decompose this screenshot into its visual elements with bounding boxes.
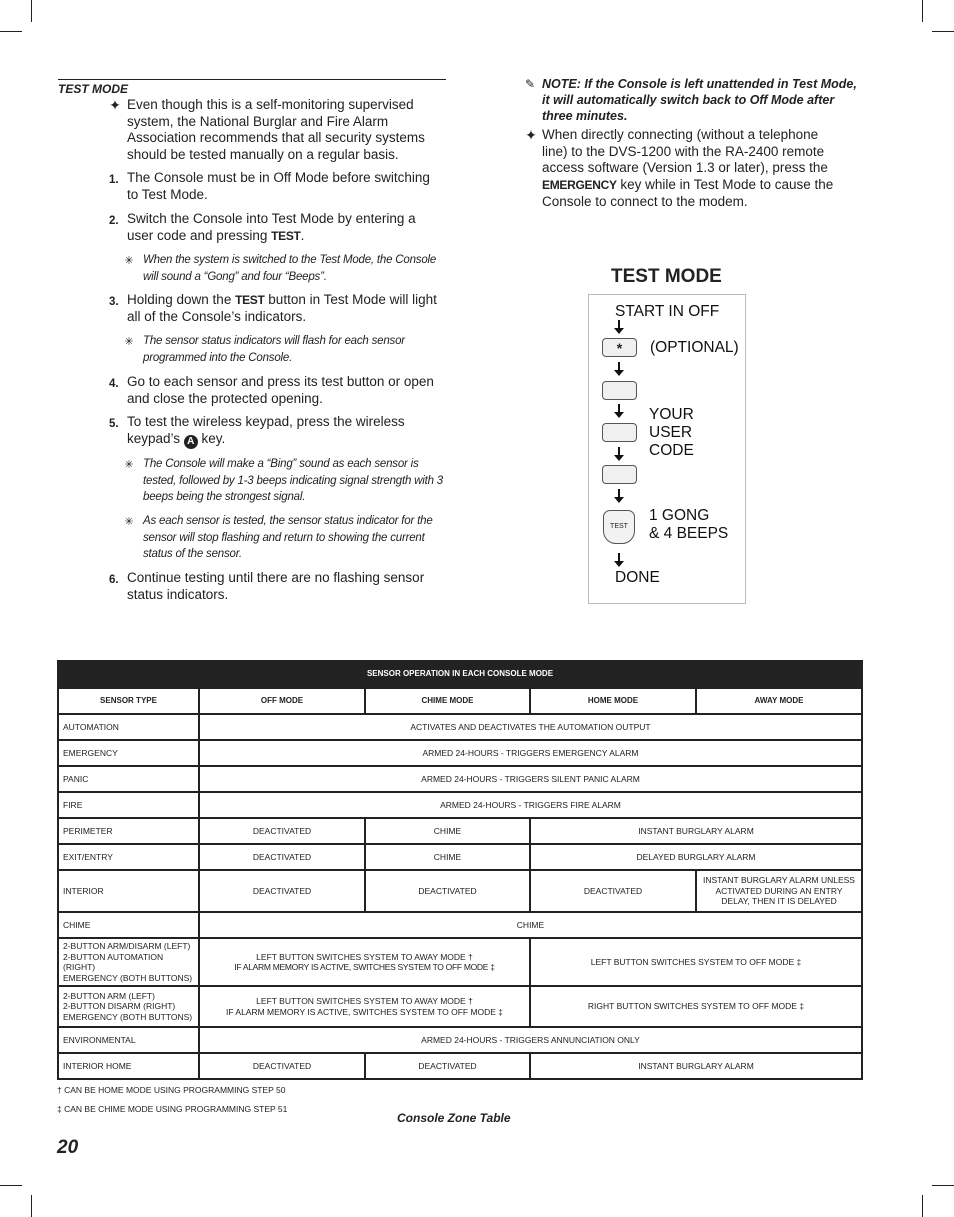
section-title: TEST MODE: [58, 79, 446, 96]
crop-mark: [0, 31, 22, 32]
user-label: USER: [649, 424, 693, 441]
footnote-dagger: † CAN BE HOME MODE USING PROGRAMMING STEP 50: [57, 1085, 286, 1095]
step-number: 6.: [109, 574, 119, 586]
your-label: YOUR: [649, 406, 694, 423]
done-label: DONE: [615, 569, 660, 586]
step-4-text: Go to each sensor and press its test button or open and close the protected opening.: [127, 374, 434, 406]
step-number: 1.: [109, 174, 119, 186]
crop-mark: [0, 1185, 22, 1186]
arrow-down-icon: [613, 320, 625, 334]
mode-note: NOTE: If the Console is left unattended in Test Mode, it will automatically switch back to Off Mode after three minutes.: [542, 77, 857, 123]
crop-mark: [31, 0, 32, 22]
table-row: CHIME CHIME: [58, 912, 862, 938]
bullet-diamond-icon: ✦: [109, 97, 121, 113]
table-row: ENVIRONMENTAL ARMED 24-HOURS - TRIGGERS ANNUNCIATION ONLY: [58, 1027, 862, 1053]
arrow-down-icon: [613, 362, 625, 376]
table-row: AUTOMATION ACTIVATES AND DEACTIVATES THE AUTOMATION OUTPUT: [58, 714, 862, 740]
connect-paragraph: When directly connecting (without a telephone line) to the DVS-1200 with the RA-2400 remote access software (Version 1.3 or later), press the EMERGENCY key while in Test Mode to cause the Console to connect to the modem.: [542, 127, 834, 209]
step-6-text: Continue testing until there are no flashing sensor status indicators.: [127, 570, 425, 602]
a-key-icon: A: [184, 435, 198, 449]
step-2-text: Switch the Console into Test Mode by entering a user code and pressing TEST.: [127, 211, 416, 243]
crop-mark: [932, 31, 954, 32]
step-1-text: The Console must be in Off Mode before switching to Test Mode.: [127, 170, 430, 202]
crop-mark: [922, 0, 923, 22]
user-code-key-button: [602, 465, 637, 484]
asterisk-bullet-icon: ✳: [124, 516, 134, 528]
optional-label: (OPTIONAL): [650, 339, 739, 356]
footnote-double-dagger: ‡ CAN BE CHIME MODE USING PROGRAMMING STEP 51: [57, 1104, 288, 1114]
step-number: 3.: [109, 296, 119, 308]
test-key-label: TEST: [271, 228, 301, 243]
table-row: 2-BUTTON ARM/DISARM (LEFT) 2-BUTTON AUTOMATION (RIGHT) EMERGENCY (BOTH BUTTONS) LEFT BUTTON SWITCHES SYSTEM TO AWAY MODE † IF ALARM MEMORY IS ACTIVE, SWITCHES SYSTEM TO OFF MODE ‡ LEFT BUTTON SWITCHES SYSTEM TO OFF MODE ‡: [58, 938, 862, 986]
table-row: PANIC ARMED 24-HOURS - TRIGGERS SILENT PANIC ALARM: [58, 766, 862, 792]
step-number: 2.: [109, 215, 119, 227]
header-sensor-type: SENSOR TYPE: [58, 688, 199, 714]
step-5-note-b: As each sensor is tested, the sensor status indicator for the sensor will stop flashing and return to showing the current status of the sensor.: [143, 515, 433, 560]
table-row: FIRE ARMED 24-HOURS - TRIGGERS FIRE ALARM: [58, 792, 862, 818]
diagram-title: TEST MODE: [611, 266, 722, 287]
page-number: 20: [57, 1137, 79, 1158]
arrow-down-icon: [613, 489, 625, 503]
header-home-mode: HOME MODE: [530, 688, 696, 714]
emergency-key-label: EMERGENCY: [542, 178, 617, 193]
user-code-key-button: [602, 423, 637, 442]
table-banner: SENSOR OPERATION IN EACH CONSOLE MODE: [58, 661, 862, 688]
arrow-down-icon: [613, 404, 625, 418]
table-row: 2-BUTTON ARM (LEFT) 2-BUTTON DISARM (RIGHT) EMERGENCY (BOTH BUTTONS) LEFT BUTTON SWITCHES SYSTEM TO AWAY MODE † IF ALARM MEMORY IS ACTIVE, SWITCHES SYSTEM TO OFF MODE ‡ RIGHT BUTTON SWITCHES SYSTEM TO OFF MODE ‡: [58, 986, 862, 1027]
pencil-icon: ✎: [524, 77, 536, 91]
asterisk-bullet-icon: ✳: [124, 459, 134, 471]
header-off-mode: OFF MODE: [199, 688, 365, 714]
header-chime-mode: CHIME MODE: [365, 688, 530, 714]
crop-mark: [31, 1195, 32, 1217]
start-label: START IN OFF: [615, 303, 720, 320]
step-5-text: To test the wireless keypad, press the wireless keypad’s A key.: [127, 414, 405, 447]
step-3-text: Holding down the TEST button in Test Mode will light all of the Console’s indicators.: [127, 292, 437, 324]
asterisk-bullet-icon: ✳: [124, 336, 134, 348]
test-key-button: TEST: [603, 510, 635, 544]
intro-paragraph: Even though this is a self-monitoring supervised system, the National Burglar and Fire Alarm Association recommends that all security systems should be tested manually on a regular basis.: [127, 97, 425, 163]
beeps-label: & 4 BEEPS: [649, 525, 729, 542]
step-3-note: The sensor status indicators will flash for each sensor programmed into the Console.: [143, 335, 405, 364]
table-row: EMERGENCY ARMED 24-HOURS - TRIGGERS EMERGENCY ALARM: [58, 740, 862, 766]
bullet-diamond-icon: ✦: [525, 127, 537, 143]
step-2-note: When the system is switched to the Test Mode, the Console will sound a “Gong” and four “Beeps”.: [143, 254, 437, 283]
star-key-button: *: [602, 338, 637, 357]
gong-label: 1 GONG: [649, 507, 710, 524]
step-5-note-a: The Console will make a “Bing” sound as each sensor is tested, followed by 1-3 beeps indicating signal strength with 3 beeps being the strongest signal.: [143, 458, 444, 503]
crop-mark: [922, 1195, 923, 1217]
step-number: 5.: [109, 418, 119, 430]
crop-mark: [932, 1185, 954, 1186]
asterisk-bullet-icon: ✳: [124, 255, 134, 267]
table-row: INTERIOR DEACTIVATED DEACTIVATED DEACTIVATED INSTANT BURGLARY ALARM UNLESS ACTIVATED DURING AN ENTRY DELAY, THEN IT IS DELAYED: [58, 870, 862, 912]
user-code-key-button: [602, 381, 637, 400]
arrow-down-icon: [613, 553, 625, 567]
table-row: PERIMETER DEACTIVATED CHIME INSTANT BURGLARY ALARM: [58, 818, 862, 844]
table-row: EXIT/ENTRY DEACTIVATED CHIME DELAYED BURGLARY ALARM: [58, 844, 862, 870]
step-number: 4.: [109, 378, 119, 390]
console-zone-table: [57, 660, 863, 1080]
code-label: CODE: [649, 442, 694, 459]
table-caption: Console Zone Table: [397, 1111, 511, 1125]
test-key-label: TEST: [235, 293, 265, 307]
table-row: INTERIOR HOME DEACTIVATED DEACTIVATED INSTANT BURGLARY ALARM: [58, 1053, 862, 1079]
arrow-down-icon: [613, 447, 625, 461]
header-away-mode: AWAY MODE: [696, 688, 862, 714]
